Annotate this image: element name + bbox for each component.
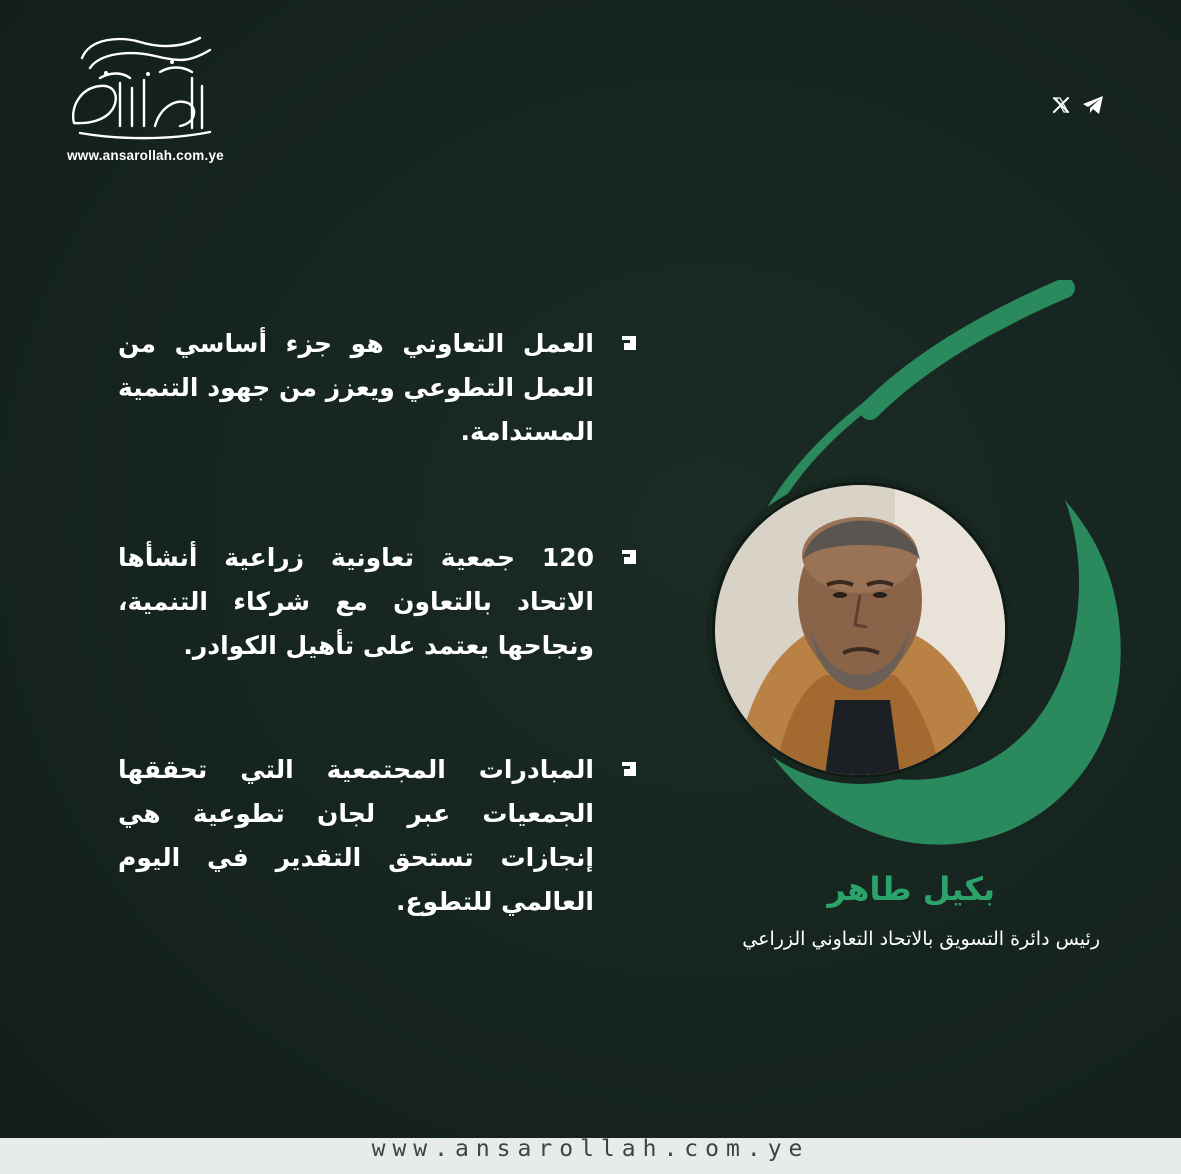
footer-url[interactable]: www.ansarollah.com.ye — [371, 1136, 810, 1162]
person-name: بكيل طاهر — [827, 870, 995, 908]
logo-url-text: www.ansarollah.com.ye — [67, 148, 224, 163]
quote-text: 120 جمعية تعاونية زراعية أنشأها الاتحاد بالتعاون مع شركاء التنمية، ونجاحها يعتمد على تأهيل الكوادر. — [118, 543, 594, 660]
social-links — [1050, 92, 1106, 118]
quote-mark-icon — [620, 546, 638, 568]
quote-text: المبادرات المجتمعية التي تحققها الجمعيات عبر لجان تطوعية هي إنجازات تستحق التقدير في اليوم العالمي للتطوع. — [118, 755, 594, 916]
quote-mark-icon — [620, 332, 638, 354]
quote-item — [118, 748, 638, 924]
quote-item — [118, 322, 638, 454]
telegram-icon[interactable] — [1082, 94, 1104, 116]
quote-text: العمل التعاوني هو جزء أساسي من العمل التطوعي ويعزز من جهود التنمية المستدامة. — [118, 329, 594, 446]
person-photo — [712, 482, 1008, 778]
quote-mark-icon — [620, 758, 638, 780]
calligraphy-logo-icon — [60, 28, 220, 143]
person-role: رئيس دائرة التسويق بالاتحاد التعاوني الزراعي — [742, 928, 1100, 950]
site-logo[interactable] — [50, 28, 230, 168]
quote-item — [118, 536, 638, 668]
x-icon[interactable] — [1050, 94, 1072, 116]
